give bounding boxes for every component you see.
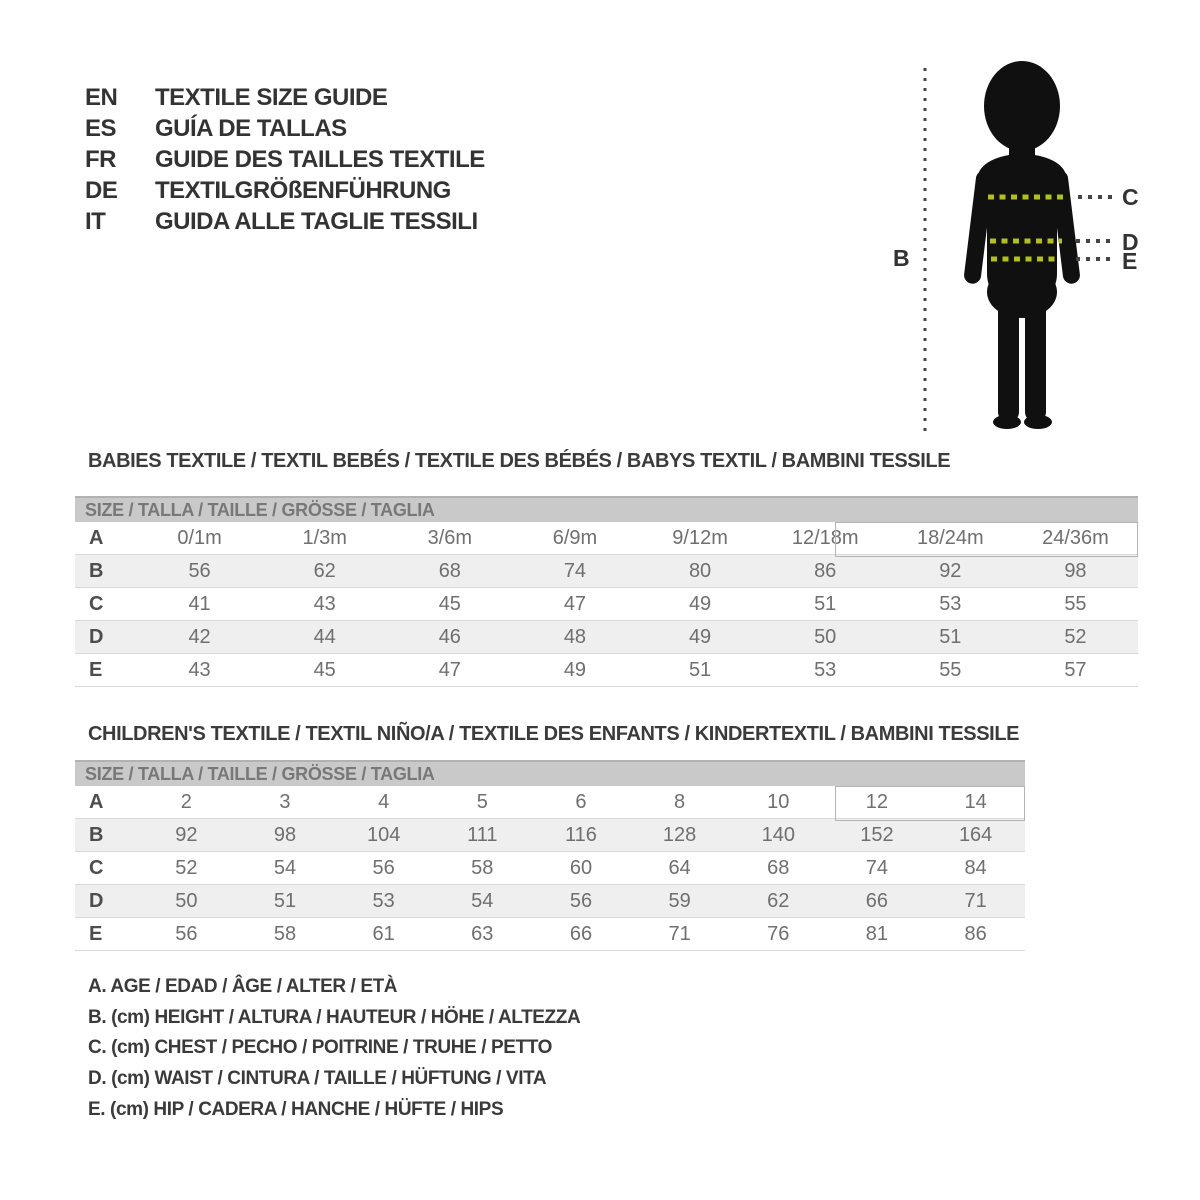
size-cell: 71 [630,918,729,951]
size-cell: 24/36m [1013,522,1138,555]
size-cell: 80 [638,555,763,588]
size-cell: 58 [236,918,335,951]
size-cell: 1/3m [262,522,387,555]
size-cell: 3 [236,786,335,819]
size-cell: 111 [433,819,532,852]
language-title: GUÍA DE TALLAS [155,114,347,142]
size-cell: 52 [1013,621,1138,654]
size-cell: 66 [532,918,631,951]
size-cell: 84 [926,852,1025,885]
size-cell: 76 [729,918,828,951]
size-cell: 53 [888,588,1013,621]
size-cell: 51 [236,885,335,918]
size-cell: 5 [433,786,532,819]
size-cell: 43 [137,654,262,687]
size-row-D [75,621,1138,654]
legend-item: E. (cm) HIP / CADERA / HANCHE / HÜFTE / HIPS [88,1098,504,1120]
size-cell: 60 [532,852,631,885]
size-cell: 54 [236,852,335,885]
size-cell: 86 [763,555,888,588]
size-row-C [75,588,1138,621]
size-row-B [75,819,1025,852]
size-cell: 164 [926,819,1025,852]
size-cell: 66 [828,885,927,918]
child-silhouette [963,61,1081,429]
size-row-D [75,885,1025,918]
row-label: E [75,654,137,687]
size-cell: 6 [532,786,631,819]
language-code: ES [85,114,117,142]
language-code: EN [85,83,118,111]
size-cell: 54 [433,885,532,918]
size-row-C [75,852,1025,885]
size-cell: 14 [926,786,1025,819]
size-cell: 51 [638,654,763,687]
row-label: A [75,786,137,819]
height-label: B [893,245,910,271]
size-cell: 56 [532,885,631,918]
size-cell: 104 [334,819,433,852]
waist-label: D [1122,229,1139,255]
size-cell: 59 [630,885,729,918]
size-cell: 8 [630,786,729,819]
language-row [85,175,485,206]
babies-section-heading: BABIES TEXTILE / TEXTIL BEBÉS / TEXTILE DES BÉBÉS / BABYS TEXTIL / BAMBINI TESSILE [88,450,951,472]
chest-label: C [1122,184,1139,210]
row-label: C [75,588,137,621]
size-cell: 68 [387,555,512,588]
legend-item: A. AGE / EDAD / ÂGE / ALTER / ETÀ [88,976,398,997]
size-cell: 4 [334,786,433,819]
legend-item: C. (cm) CHEST / PECHO / POITRINE / TRUHE / PETTO [88,1037,552,1059]
size-cell: 12/18m [763,522,888,555]
size-cell: 2 [137,786,236,819]
language-code: DE [85,176,118,204]
size-cell: 62 [729,885,828,918]
size-cell: 71 [926,885,1025,918]
size-cell: 51 [763,588,888,621]
row-label: B [75,555,137,588]
size-cell: 49 [512,654,637,687]
size-cell: 18/24m [888,522,1013,555]
row-label: B [75,819,137,852]
size-row-E [75,918,1025,951]
size-cell: 49 [638,588,763,621]
size-cell: 47 [512,588,637,621]
size-row-E [75,654,1138,687]
size-cell: 45 [387,588,512,621]
language-row [85,144,485,175]
size-cell: 57 [1013,654,1138,687]
size-cell: 44 [262,621,387,654]
size-cell: 48 [512,621,637,654]
size-cell: 92 [888,555,1013,588]
size-cell: 9/12m [638,522,763,555]
children-size-header-bar: SIZE / TALLA / TAILLE / GRÖSSE / TAGLIA [75,760,1025,786]
legend-item: D. (cm) WAIST / CINTURA / TAILLE / HÜFTUNG / VITA [88,1068,547,1090]
size-cell: 45 [262,654,387,687]
language-title: TEXTILGRÖßENFÜHRUNG [155,176,451,204]
size-cell: 51 [888,621,1013,654]
size-cell: 64 [630,852,729,885]
size-cell: 52 [137,852,236,885]
size-cell: 46 [387,621,512,654]
row-label: D [75,885,137,918]
size-cell: 98 [1013,555,1138,588]
size-cell: 56 [137,555,262,588]
size-cell: 3/6m [387,522,512,555]
language-row [85,113,485,144]
row-label: D [75,621,137,654]
size-cell: 41 [137,588,262,621]
row-label: E [75,918,137,951]
size-cell: 81 [828,918,927,951]
language-row [85,206,485,237]
size-cell: 128 [630,819,729,852]
size-cell: 47 [387,654,512,687]
size-cell: 53 [334,885,433,918]
language-title: GUIDA ALLE TAGLIE TESSILI [155,207,478,235]
size-cell: 86 [926,918,1025,951]
size-cell: 98 [236,819,335,852]
babies-size-table [75,496,1138,687]
child-silhouette-figure [860,40,1160,440]
size-cell: 12 [828,786,927,819]
row-label: C [75,852,137,885]
size-cell: 152 [828,819,927,852]
size-cell: 10 [729,786,828,819]
size-cell: 42 [137,621,262,654]
size-cell: 55 [1013,588,1138,621]
size-cell: 55 [888,654,1013,687]
size-cell: 56 [334,852,433,885]
size-cell: 63 [433,918,532,951]
size-cell: 53 [763,654,888,687]
size-cell: 0/1m [137,522,262,555]
legend-item: B. (cm) HEIGHT / ALTURA / HAUTEUR / HÖHE / ALTEZZA [88,1006,581,1028]
size-cell: 68 [729,852,828,885]
size-cell: 49 [638,621,763,654]
language-row [85,82,485,113]
language-code: IT [85,207,106,235]
size-cell: 6/9m [512,522,637,555]
measurement-legend [88,976,580,1129]
size-cell: 116 [532,819,631,852]
size-cell: 74 [512,555,637,588]
size-cell: 61 [334,918,433,951]
size-cell: 56 [137,918,236,951]
size-cell: 50 [137,885,236,918]
size-cell: 74 [828,852,927,885]
size-cell: 62 [262,555,387,588]
language-code: FR [85,145,116,173]
size-cell: 140 [729,819,828,852]
size-cell: 50 [763,621,888,654]
size-row-B [75,555,1138,588]
language-title-block [85,82,485,237]
children-section-heading: CHILDREN'S TEXTILE / TEXTIL NIÑO/A / TEXTILE DES ENFANTS / KINDERTEXTIL / BAMBINI TESSILE [88,723,1020,745]
row-label: A [75,522,137,555]
size-cell: 43 [262,588,387,621]
size-row-A [75,786,1025,819]
language-title: TEXTILE SIZE GUIDE [155,83,388,111]
size-cell: 58 [433,852,532,885]
babies-size-header-bar: SIZE / TALLA / TAILLE / GRÖSSE / TAGLIA [75,496,1138,522]
size-row-A [75,522,1138,555]
children-size-table [75,760,1025,951]
hip-label: E [1122,248,1138,274]
size-cell: 92 [137,819,236,852]
language-title: GUIDE DES TAILLES TEXTILE [155,145,485,173]
